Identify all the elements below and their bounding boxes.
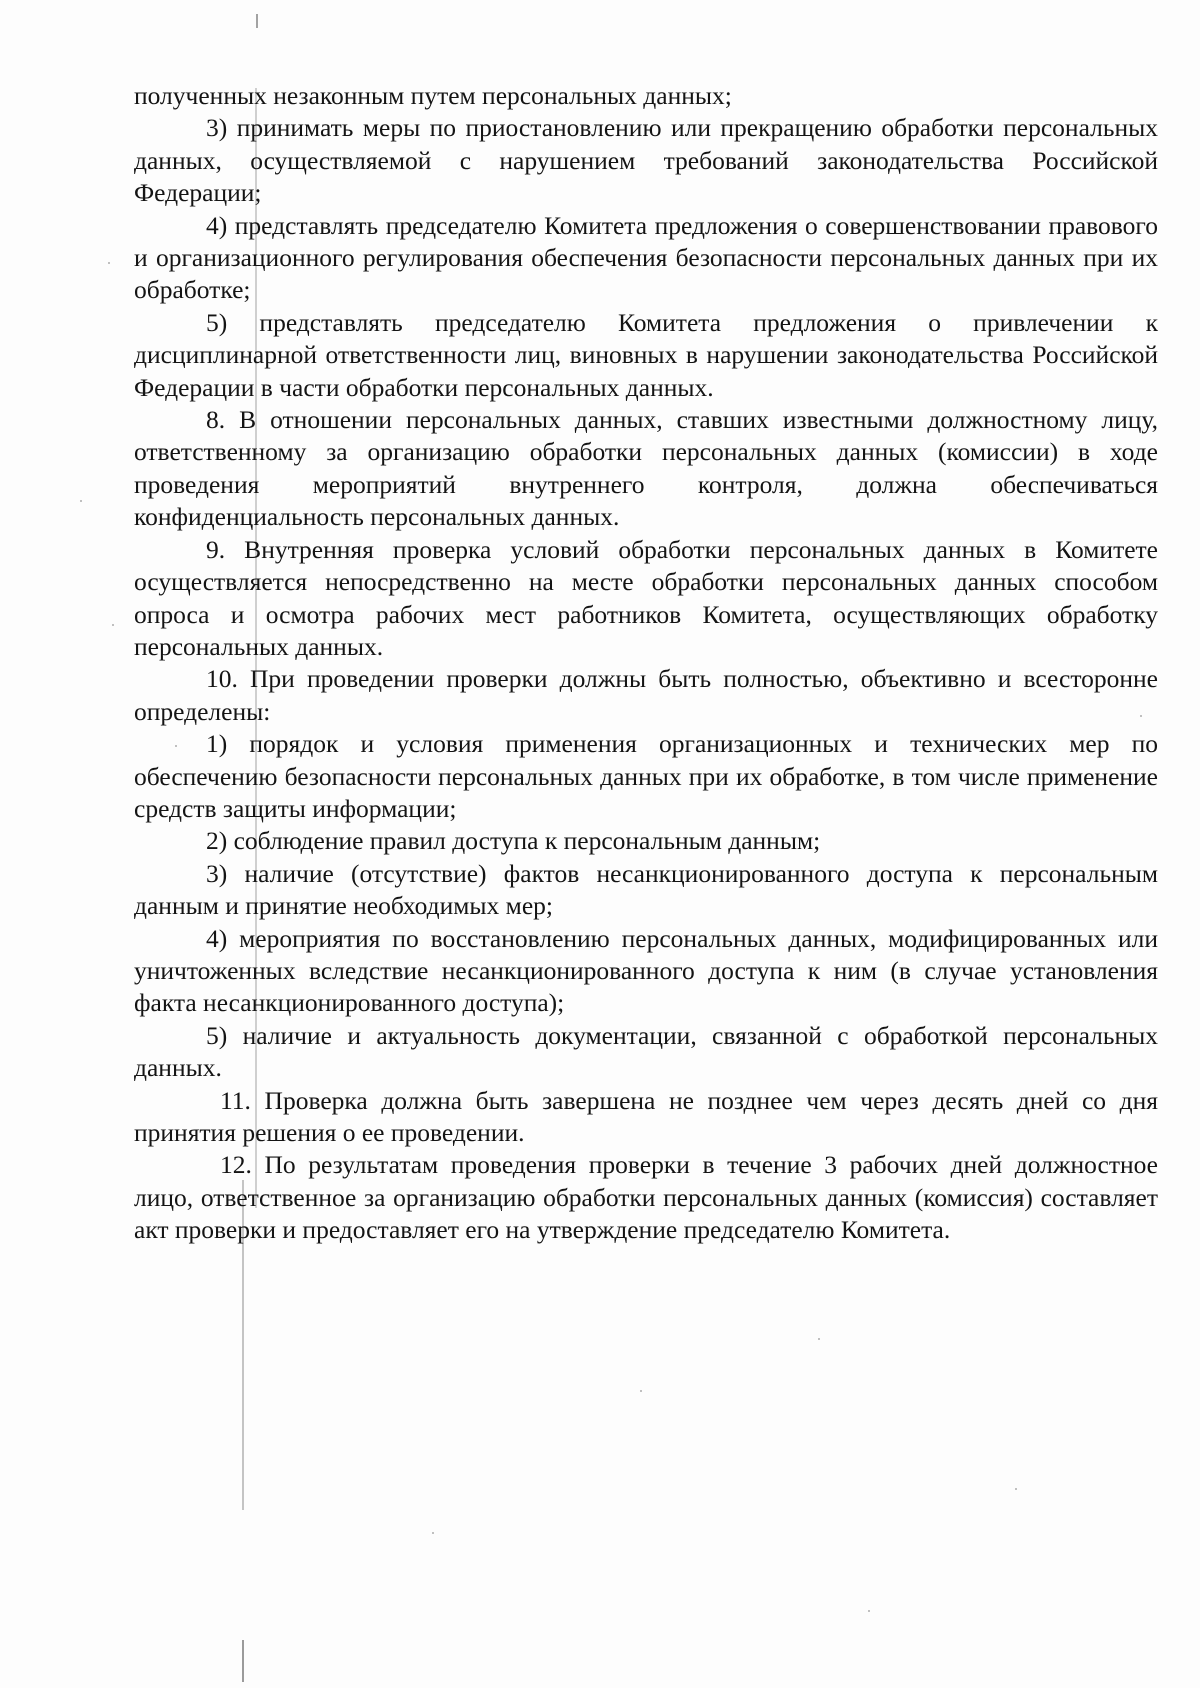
paragraph-clause-10-item-5: 5) наличие и актуальность документации, связанной с обработкой персональных данных.	[134, 1020, 1158, 1083]
scan-speckle	[432, 1532, 434, 1534]
scan-speckle	[1015, 1488, 1017, 1490]
paragraph-clause-12: 12. По результатам проведения проверки в течение 3 рабочих дней должностное лицо, ответственное за организацию обработки персональных данных (комиссия) составляет акт проверки и предоставляет его на утверждение председателю Комитета.	[134, 1150, 1158, 1245]
paragraph-item-4: 4) представлять председателю Комитета предложения о совершенствовании правового и организационного регулирования обеспечения безопасности персональных данных при их обработке;	[134, 210, 1158, 305]
paragraph-clause-10: 10. При проведении проверки должны быть полностью, объективно и всесторонне определены:	[134, 664, 1158, 726]
paragraph-item-3: 3) принимать меры по приостановлению или прекращению обработки персональных данных, осуществляемой с нарушением требований законодательства Российской Федерации;	[134, 113, 1158, 208]
paragraph-continuation: полученных незаконным путем персональных данных;	[134, 81, 732, 110]
scan-speckle	[108, 262, 110, 264]
document-body	[134, 80, 1158, 1247]
paragraph-item-5: 5) представлять председателю Комитета предложения о привлечении к дисциплинарной ответственности лиц, виновных в нарушении законодательства Российской Федерации в части обработки персональных данных.	[134, 307, 1158, 402]
paragraph-clause-9: 9. Внутренняя проверка условий обработки персональных данных в Комитете осуществляется непосредственно на месте обработки персональных данных способом опроса и осмотра рабочих мест работников Комитета, осуществляющих обработку персональных данных.	[134, 534, 1158, 661]
scan-speckle	[818, 1338, 820, 1340]
paragraph-clause-8: 8. В отношении персональных данных, ставших известными должностному лицу, ответственному за организацию обработки персональных данных (комиссии) в ходе проведения мероприятий внутреннего контроля, должна обеспечиваться конфиденциальность персональных данных.	[134, 405, 1158, 532]
scan-crease-line	[242, 1640, 244, 1682]
scan-speckle	[112, 624, 114, 626]
scan-speckle	[640, 1390, 642, 1392]
scan-crease-line	[256, 14, 258, 28]
paragraph-clause-10-item-1: 1) порядок и условия применения организационных и технических мер по обеспечению безопасности персональных данных при их обработке, в том числе применение средств защиты информации;	[134, 729, 1158, 823]
paragraph-clause-10-item-3: 3) наличие (отсутствие) фактов несанкционированного доступа к персональным данным и принятие необходимых мер;	[134, 858, 1158, 921]
paragraph-clause-10-item-4: 4) мероприятия по восстановлению персональных данных, модифицированных или уничтоженных вследствие несанкционированного доступа к ним (в случае установления факта несанкционированного доступа);	[134, 923, 1158, 1018]
scan-speckle	[868, 1610, 870, 1612]
paragraph-clause-11: 11. Проверка должна быть завершена не позднее чем через десять дней со дня принятия решения о ее проведении.	[134, 1085, 1158, 1147]
scan-speckle	[80, 500, 82, 502]
paragraph-clause-10-item-2: 2) соблюдение правил доступа к персональным данным;	[206, 826, 821, 856]
